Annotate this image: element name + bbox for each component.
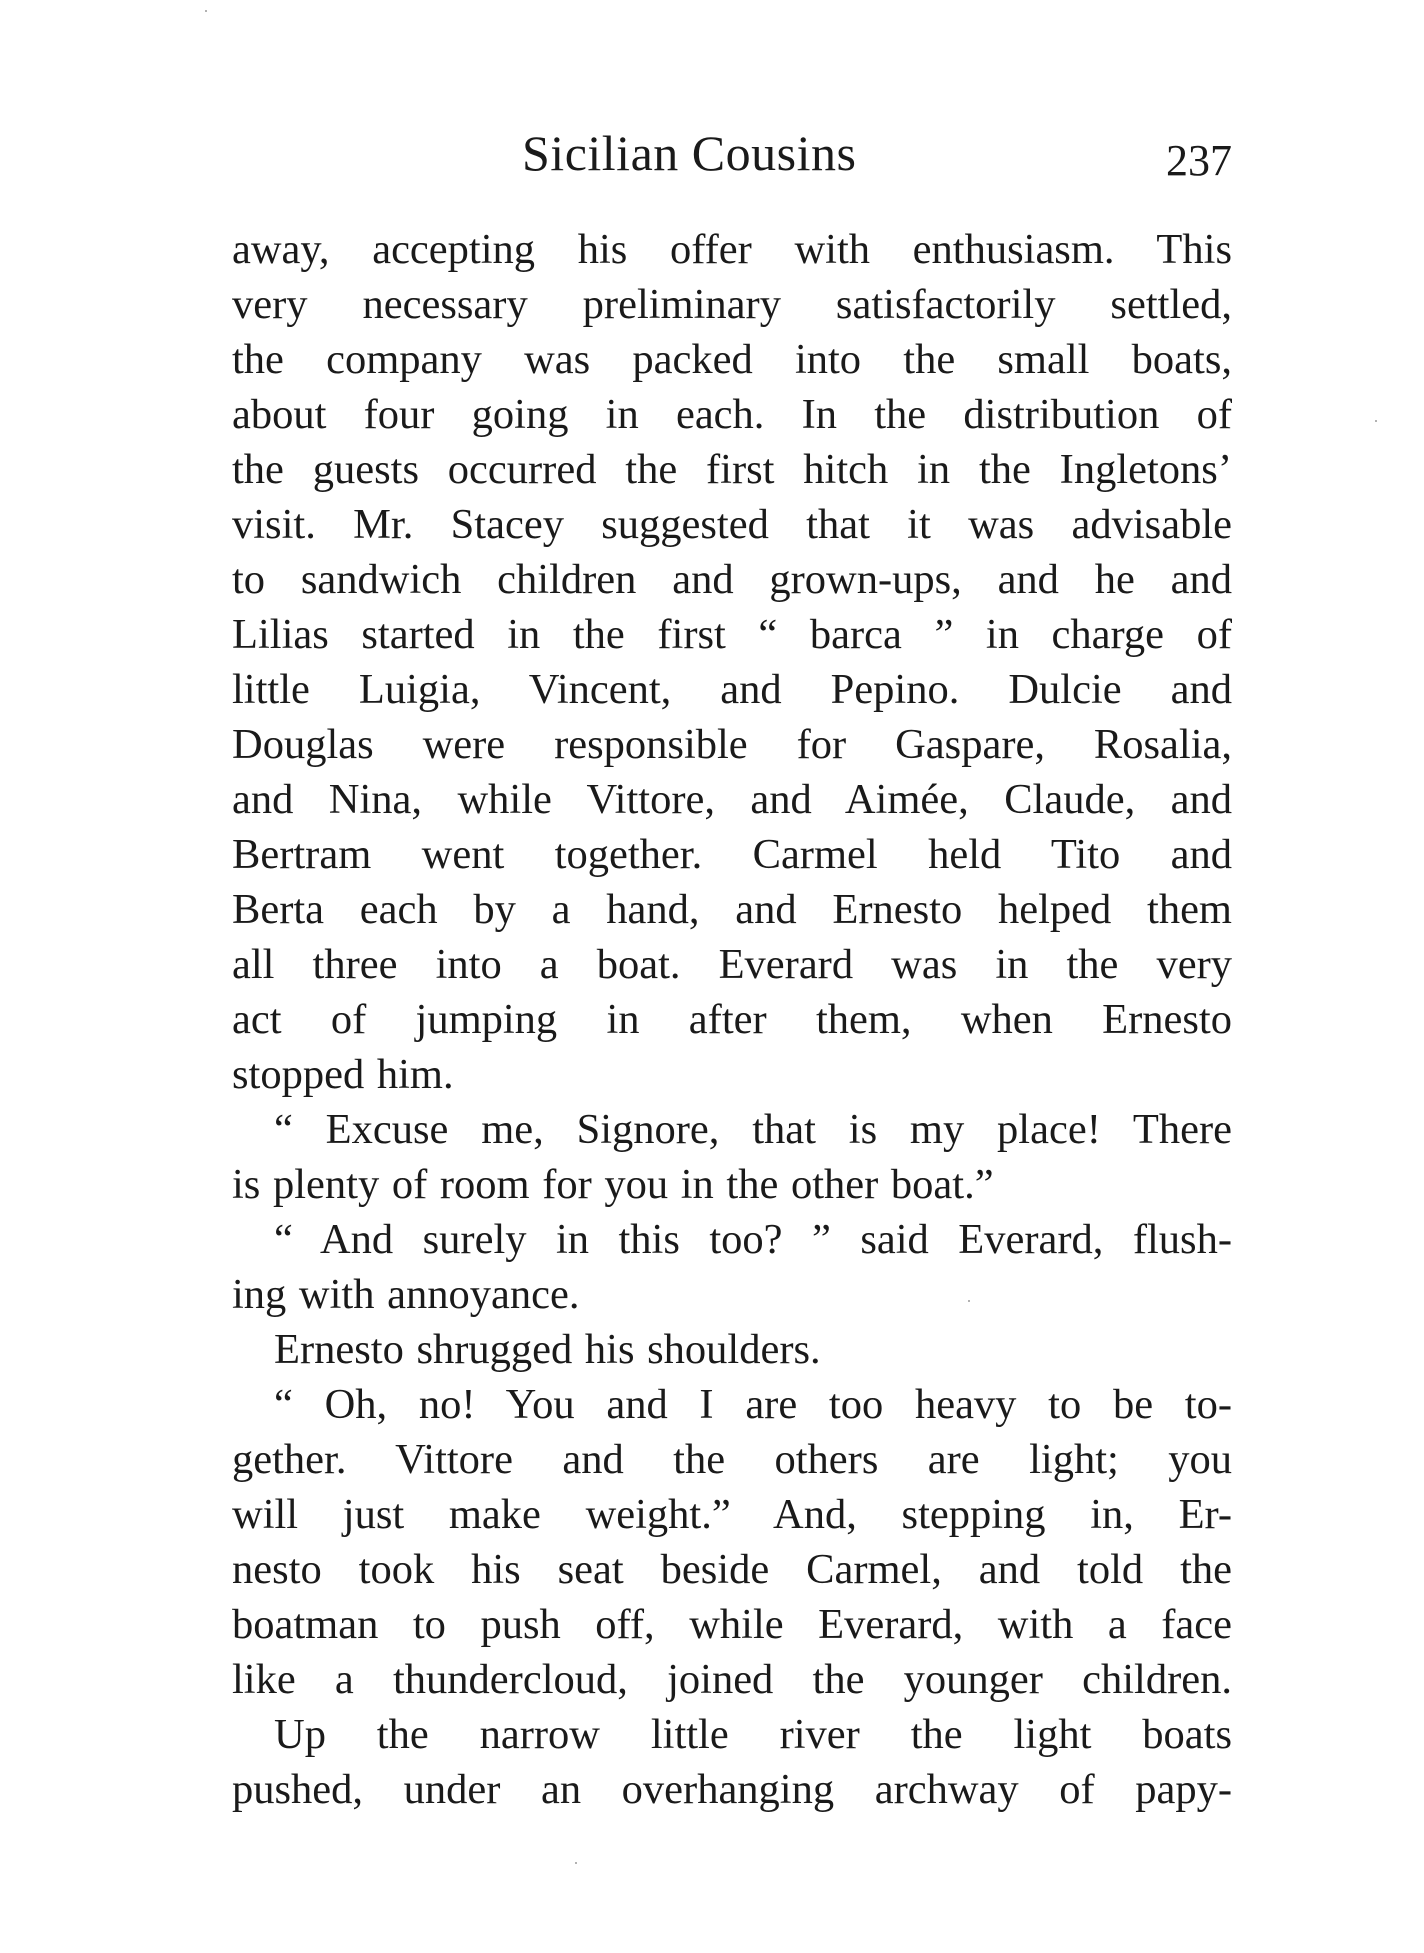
scan-speck [205, 10, 207, 12]
text-line: little Luigia, Vincent, and Pepino. Dulcie and [232, 666, 1232, 713]
text-line: is plenty of room for you in the other boat.” [232, 1161, 994, 1208]
text-line: gether. Vittore and the others are light; you [232, 1436, 1232, 1483]
scan-speck [968, 1300, 970, 1302]
text-line: and Nina, while Vittore, and Aimée, Claude, and [232, 776, 1232, 823]
text-line: away, accepting his offer with enthusiasm. This [232, 226, 1232, 273]
text-line: all three into a boat. Everard was in the very [232, 941, 1232, 988]
text-line: about four going in each. In the distribution of [232, 391, 1232, 438]
text-line: stopped him. [232, 1051, 454, 1098]
text-line: very necessary preliminary satisfactorily settled, [232, 281, 1232, 328]
text-line: the guests occurred the first hitch in the Ingletons’ [232, 446, 1232, 493]
text-line: like a thundercloud, joined the younger children. [232, 1656, 1232, 1703]
text-line: to sandwich children and grown-ups, and he and [232, 556, 1232, 603]
text-line: Ernesto shrugged his shoulders. [274, 1326, 821, 1373]
text-line: Lilias started in the first “ barca ” in charge of [232, 611, 1232, 658]
text-line: visit. Mr. Stacey suggested that it was advisable [232, 501, 1232, 548]
text-line: “ Oh, no! You and I are too heavy to be to- [274, 1381, 1232, 1428]
text-line: will just make weight.” And, stepping in, Er- [232, 1491, 1232, 1538]
text-line: Up the narrow little river the light boats [274, 1711, 1232, 1758]
text-line: Douglas were responsible for Gaspare, Rosalia, [232, 721, 1232, 768]
text-line: “ Excuse me, Signore, that is my place! There [274, 1106, 1232, 1153]
scan-speck [575, 1862, 577, 1864]
running-title: Sicilian Cousins [522, 125, 857, 181]
scan-speck [1375, 420, 1377, 422]
text-line: boatman to push off, while Everard, with a face [232, 1601, 1232, 1648]
text-line: act of jumping in after them, when Ernesto [232, 996, 1232, 1043]
text-line: pushed, under an overhanging archway of papy- [232, 1766, 1232, 1813]
text-line: nesto took his seat beside Carmel, and told the [232, 1546, 1232, 1593]
text-line: the company was packed into the small boats, [232, 336, 1232, 383]
text-line: Bertram went together. Carmel held Tito and [232, 831, 1232, 878]
page-number: 237 [1166, 136, 1232, 185]
text-line: “ And surely in this too? ” said Everard, flush- [274, 1216, 1232, 1263]
body-text [232, 222, 1232, 1817]
running-head [232, 118, 1232, 188]
text-line: Berta each by a hand, and Ernesto helped them [232, 886, 1232, 933]
text-line: ing with annoyance. [232, 1271, 580, 1318]
